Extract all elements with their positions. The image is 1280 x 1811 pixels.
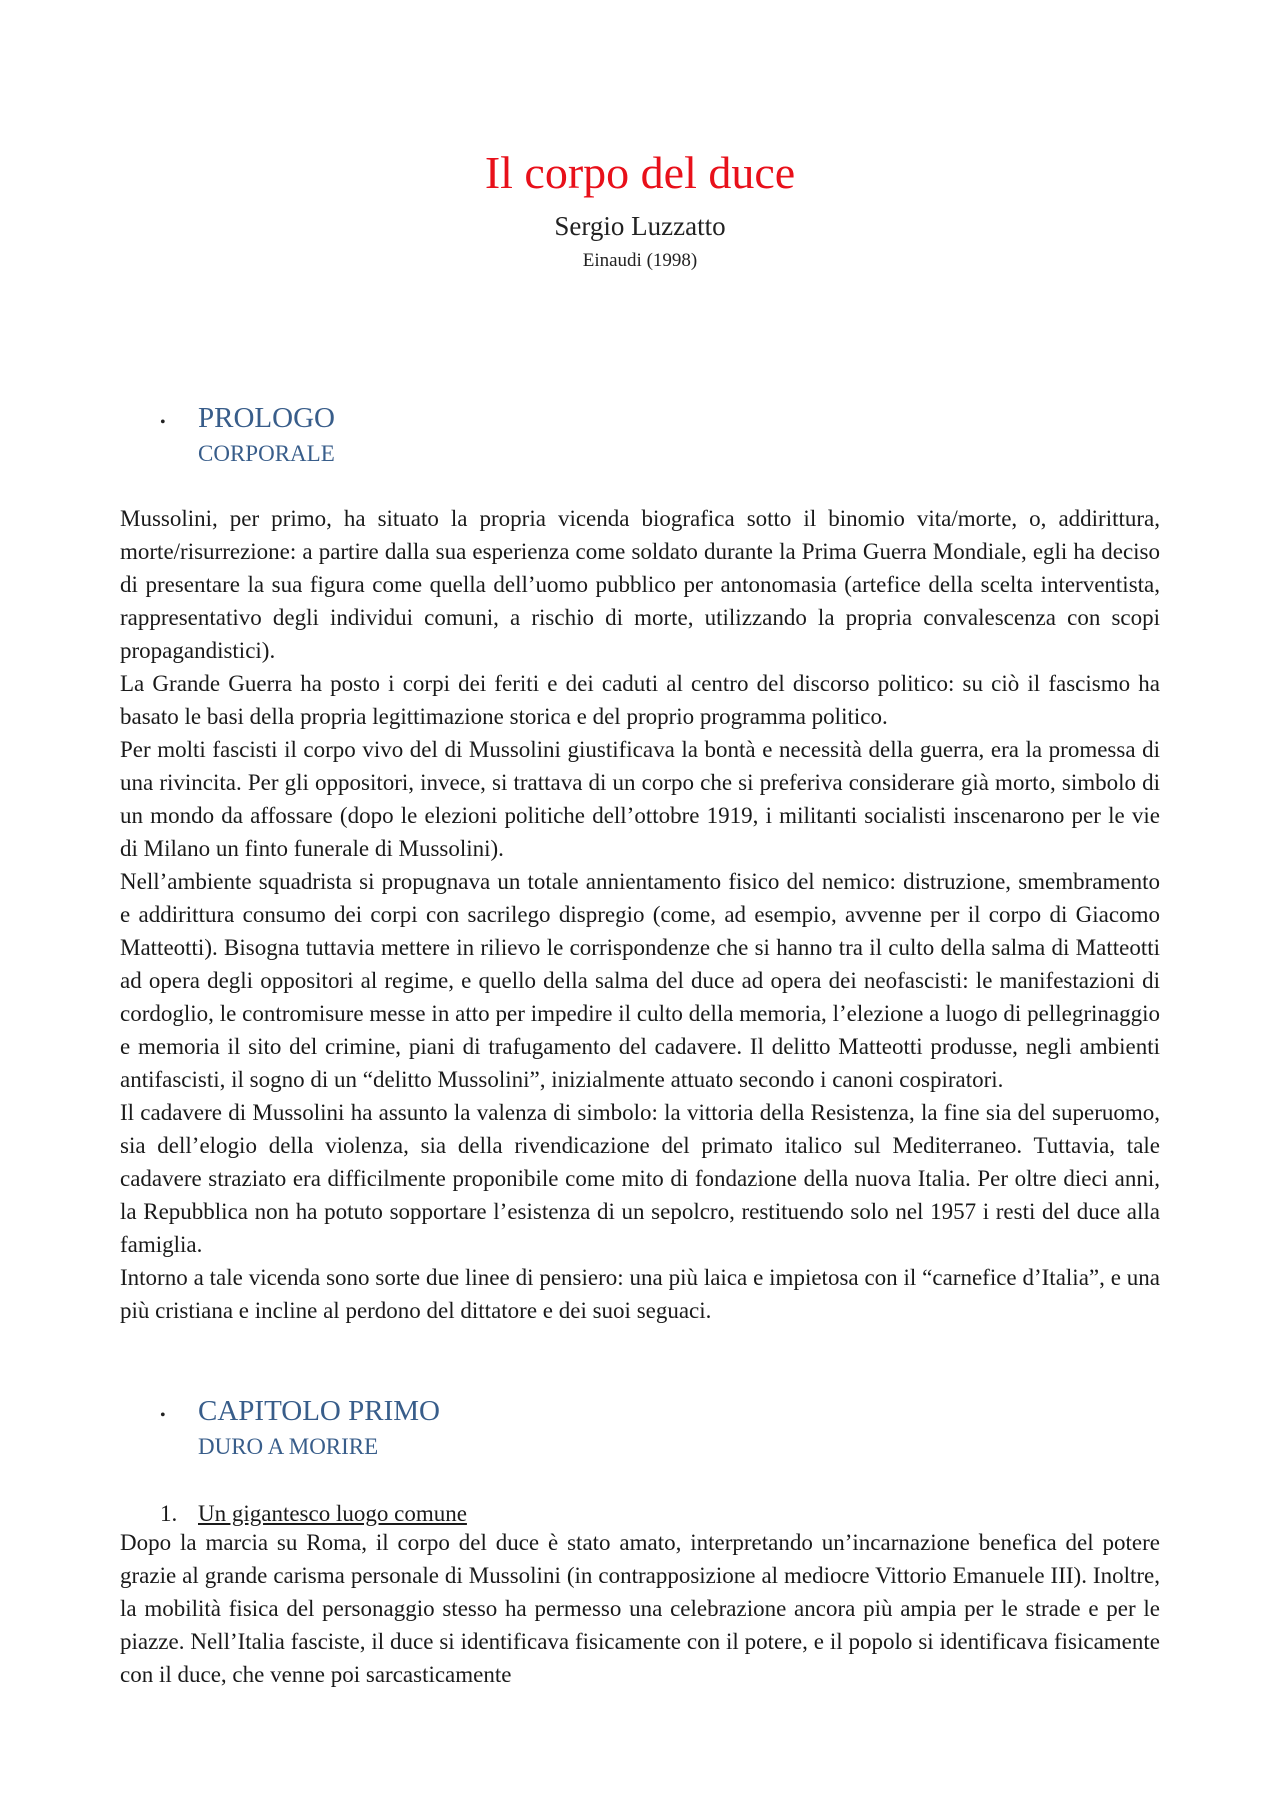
paragraph: Nell’ambiente squadrista si propugnava un totale annientamento fisico del nemico: distruzione, smembramento e addirittura consumo dei corpi con sacrilego dispregio (come, ad esempio, avvenne per il corpo di Giacomo Matteotti). Bisogna tuttavia mettere in rilievo le corrispondenze che si hanno tra il culto della salma di Matteotti ad opera degli oppositori al regime, e quello della salma del duce ad opera dei neofascisti: le manifestazioni di cordoglio, le contromisure messe in atto per impedire il culto della memoria, l’elezione a luogo di pellegrinaggio e memoria il sito del crimine, piani di trafugamento del cadavere. Il delitto Matteotti produsse, negli ambienti antifascisti, il sogno di un “delitto Mussolini”, inizialmente attuato secondo i canoni cospiratori. <box>120 869 1160 1092</box>
bullet-icon: • <box>160 1407 166 1424</box>
paragraph: Mussolini, per primo, ha situato la propria vicenda biografica sotto il binomio vita/morte, o, addirittura, morte/risurrezione: a partire dalla sua esperienza come soldato durante la Prima Guerra Mondiale, egli ha deciso di presentare la sua figura come quella dell’uomo pubblico per antonomasia (artefice della scelta interventista, rappresentativo degli individui comuni, a rischio di morte, utilizzando la propria convalescenza con scopi propagandistici). <box>120 506 1160 663</box>
paragraph: Il cadavere di Mussolini ha assunto la valenza di simbolo: la vittoria della Resistenza, la fine sia del superuomo, sia dell’elogio della violenza, sia della rivendicazione del primato italico sul Mediterraneo. Tuttavia, tale cadavere straziato era difficilmente proponibile come mito di fondazione della nuova Italia. Per oltre dieci anni, la Repubblica non ha potuto sopportare l’esistenza di un sepolcro, restituendo solo nel 1957 i resti del duce alla famiglia. <box>120 1100 1160 1257</box>
section-number: 1. <box>160 1501 178 1526</box>
paragraph: La Grande Guerra ha posto i corpi dei feriti e dei caduti al centro del discorso politico: su ciò il fascismo ha basato le basi della propria legittimazione storica e del proprio programma politico. <box>120 671 1160 729</box>
document-author: Sergio Luzzatto <box>554 211 726 241</box>
prologue-subtitle: CORPORALE <box>198 441 335 466</box>
paragraph: Intorno a tale vicenda sono sorte due linee di pensiero: una più laica e impietosa con il “carnefice d’Italia”, e una più cristiana e incline al perdono del dittatore e dei suoi seguaci. <box>120 1265 1160 1323</box>
chapter-one-subtitle: DURO A MORIRE <box>198 1434 379 1459</box>
chapter-one-body <box>120 1526 1160 1691</box>
prologue-title: PROLOGO <box>198 402 335 434</box>
document-title: Il corpo del duce <box>484 147 796 198</box>
chapter-one-title: CAPITOLO PRIMO <box>198 1395 440 1427</box>
section-title: Un gigantesco luogo comune <box>198 1501 467 1526</box>
bullet-icon: • <box>160 414 166 431</box>
paragraph: Dopo la marcia su Roma, il corpo del duce è stato amato, interpretando un’incarnazione benefica del potere grazie al grande carisma personale di Mussolini (in contrapposizione al mediocre Vittorio Emanuele III). Inoltre, la mobilità fisica del personaggio stesso ha permesso una celebrazione ancora più ampia per le strade e per le piazze. Nell’Italia fasciste, il duce si identificava fisicamente con il potere, e il popolo si identificava fisicamente con il duce, che venne poi sarcasticamente <box>120 1530 1160 1687</box>
prologue-body <box>120 502 1160 1327</box>
paragraph: Per molti fascisti il corpo vivo del di Mussolini giustificava la bontà e necessità della guerra, era la promessa di una rivincita. Per gli oppositori, invece, si trattava di un corpo che si preferiva considerare già morto, simbolo di un mondo da affossare (dopo le elezioni politiche dell’ottobre 1919, i militanti socialisti inscenarono per le vie di Milano un finto funerale di Mussolini). <box>120 737 1160 861</box>
document-publisher: Einaudi (1998) <box>582 250 698 271</box>
